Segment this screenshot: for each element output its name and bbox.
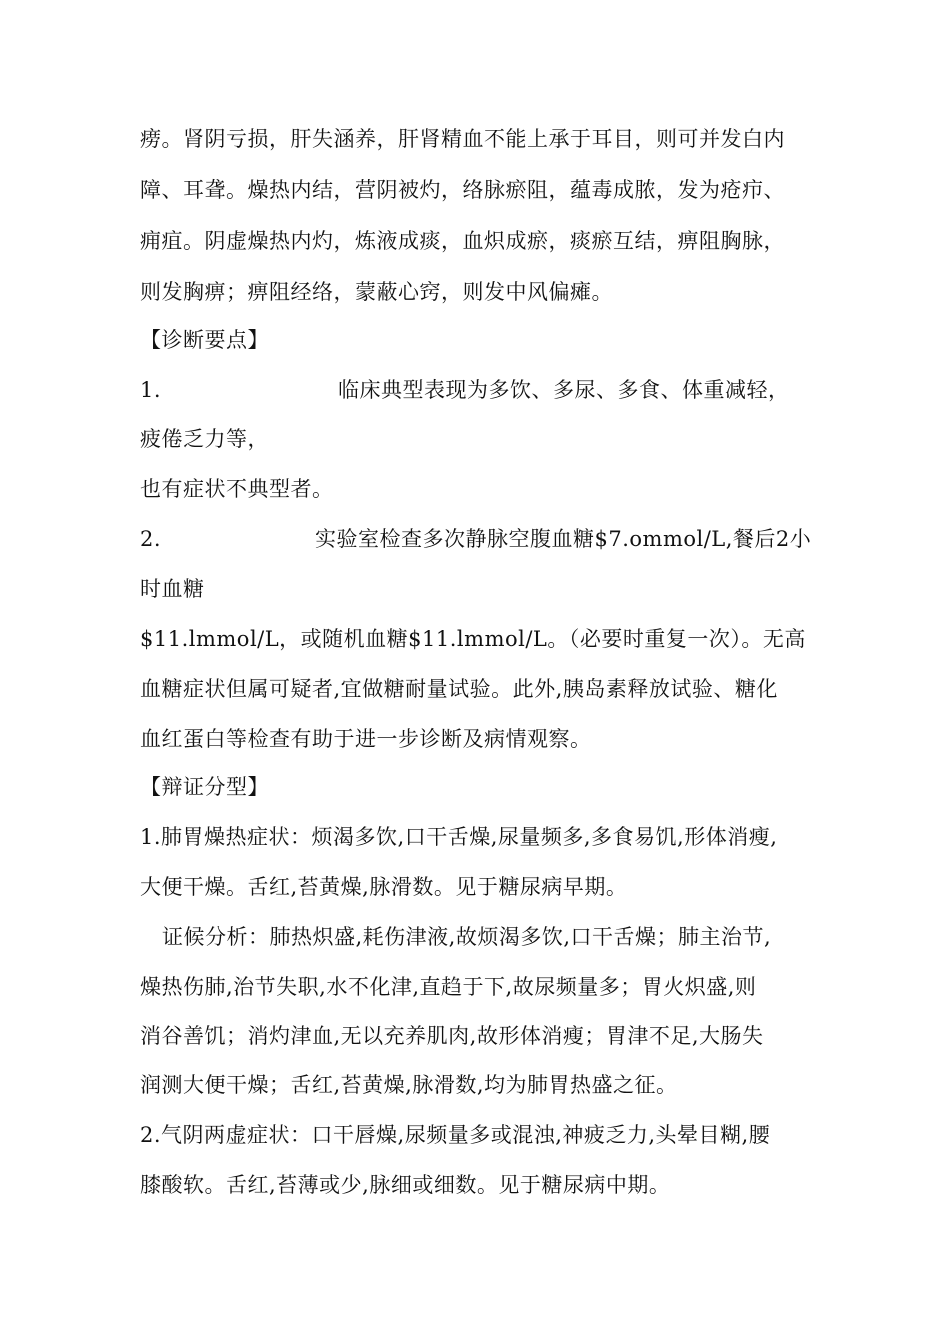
text-line: 疲倦乏力等， bbox=[140, 427, 269, 451]
text-line: 临床典型表现为多饮、多尿、多食、体重减轻， bbox=[338, 378, 790, 402]
text-line: 痈疽。阴虚燥热内灼，炼液成痰，血炽成瘀，痰瘀互结，痹阻胸脉， bbox=[140, 229, 785, 253]
text-line: 消谷善饥；消灼津血,无以充养肌肉,故形体消瘦；胃津不足,大肠失 bbox=[140, 1024, 764, 1048]
text-line: 也有症状不典型者。 bbox=[140, 477, 334, 501]
text-line: 1.肺胃燥热症状：烦渴多饮,口干舌燥,尿量频多,多食易饥,形体消瘦, bbox=[140, 825, 778, 849]
text-line: 痨。肾阴亏损，肝失涵养，肝肾精血不能上承于耳目，则可并发白内 bbox=[140, 127, 785, 151]
text-line: 证候分析：肺热炽盛,耗伤津液,故烦渴多饮,口干舌燥；肺主治节, bbox=[162, 925, 772, 949]
text-line: 润测大便干燥；舌红,苔黄燥,脉滑数,均为肺胃热盛之征。 bbox=[140, 1073, 678, 1097]
text-line: 实验室检查多次静脉空腹血糖$7.ommol/L,餐后2小 bbox=[315, 527, 812, 551]
section-heading: 【辩证分型】 bbox=[140, 775, 269, 799]
text-line: 血糖症状但属可疑者,宜做糖耐量试验。此外,胰岛素释放试验、糖化 bbox=[140, 677, 778, 701]
list-number: 1. bbox=[140, 378, 162, 402]
text-line: 障、耳聋。燥热内结，营阴被灼，络脉瘀阻，蕴毒成脓，发为疮疖、 bbox=[140, 178, 785, 202]
text-line: 则发胸痹；痹阻经络，蒙蔽心窍，则发中风偏瘫。 bbox=[140, 280, 613, 304]
text-line: 时血糖 bbox=[140, 577, 205, 601]
text-line: $11.lmmol/L，或随机血糖$11.lmmol/L。（必要时重复一次）。无高 bbox=[140, 627, 806, 651]
text-line: 燥热伤肺,治节失职,水不化津,直趋于下,故尿频量多；胃火炽盛,则 bbox=[140, 975, 757, 999]
text-line: 2.气阴两虚症状：口干唇燥,尿频量多或混浊,神疲乏力,头晕目糊,腰 bbox=[140, 1123, 771, 1147]
section-heading: 【诊断要点】 bbox=[140, 328, 269, 352]
list-number: 2. bbox=[140, 527, 162, 551]
text-line: 膝酸软。舌红,苔薄或少,脉细或细数。见于糖尿病中期。 bbox=[140, 1173, 671, 1197]
text-line: 大便干燥。舌红,苔黄燥,脉滑数。见于糖尿病早期。 bbox=[140, 875, 628, 899]
text-line: 血红蛋白等检查有助于进一步诊断及病情观察。 bbox=[140, 727, 592, 751]
